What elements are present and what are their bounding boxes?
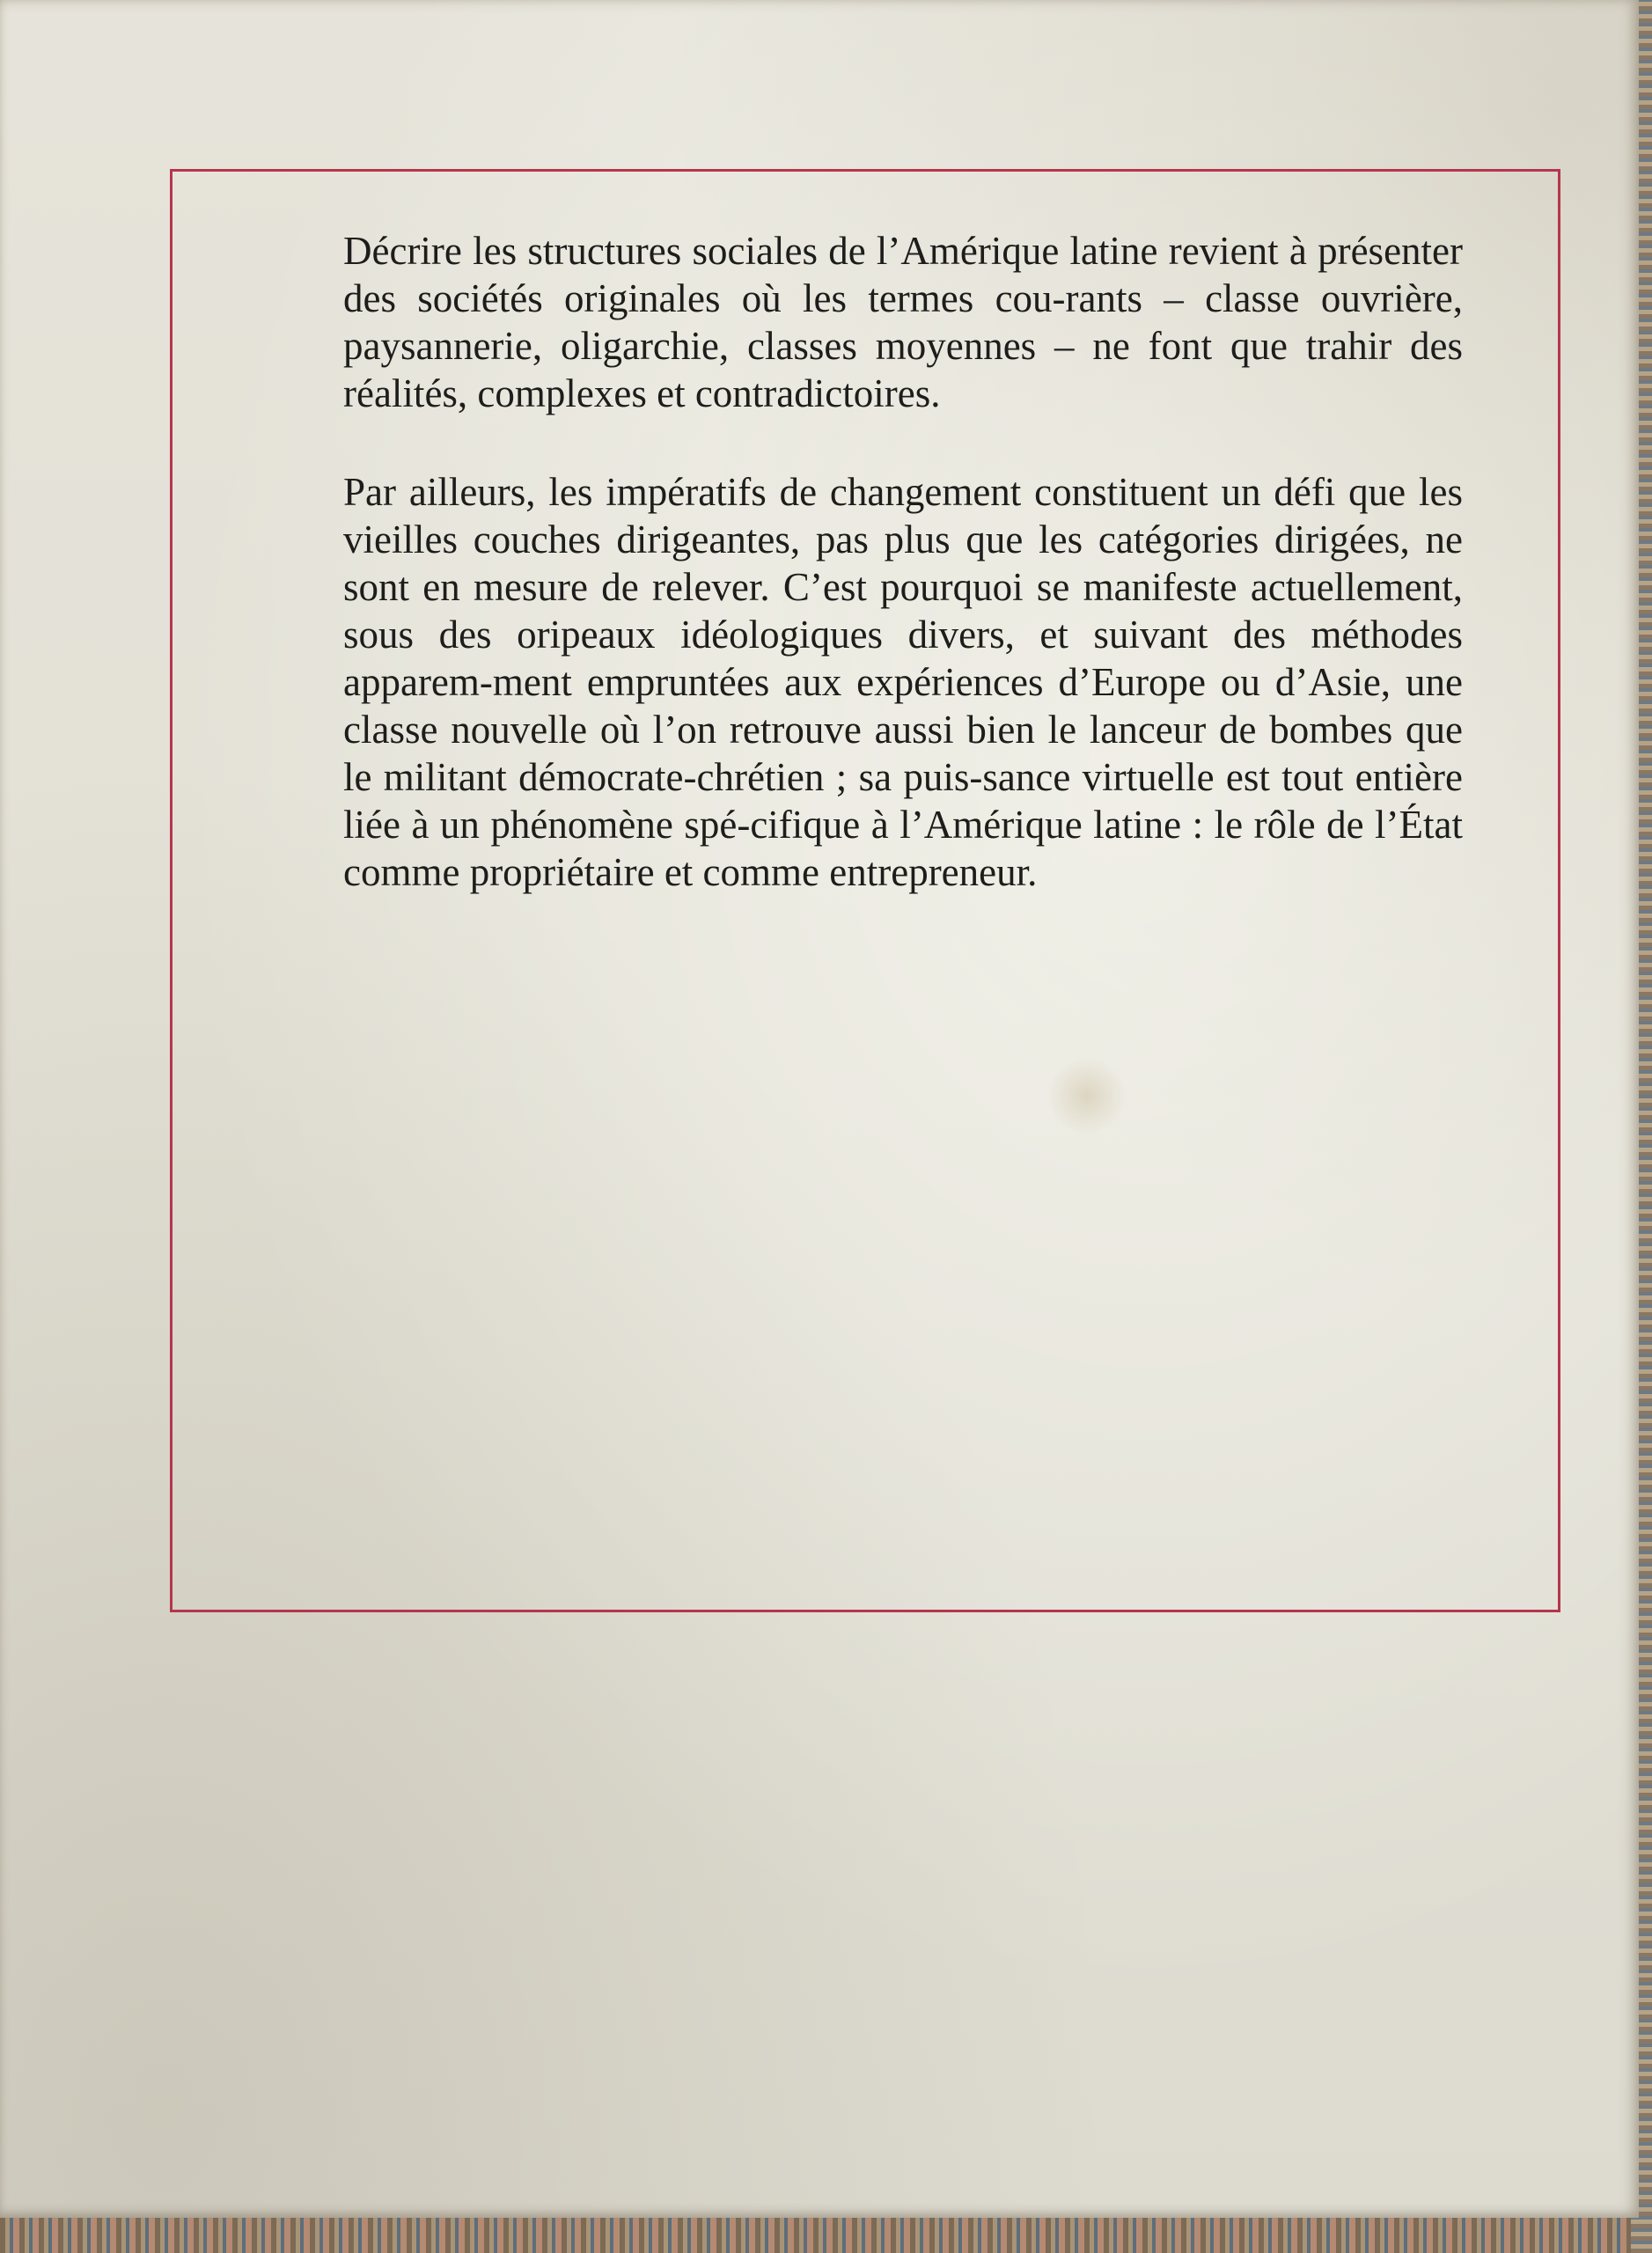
blurb-paragraph-2: Par ailleurs, les impératifs de changement constituent un défi que les vieilles couches dirigeantes, pas plus que les catégories dirigées, ne sont en mesure de relever. C’est pourquoi se manifeste actuellement, sous des oripeaux idéologiques divers, et suivant des méthodes apparem-ment empruntées aux expériences d’Europe ou d’Asie, une classe nouvelle où l’on retrouve aussi bien le lanceur de bombes que le militant démocrate-chrétien ; sa puis-sance virtuelle est tout entière liée à un phénomène spé-cifique à l’Amérique latine : le rôle de l’État comme propriétaire et comme entrepreneur. <box>343 470 1463 894</box>
blurb-text <box>343 227 1463 947</box>
blurb-paragraph-1: Décrire les structures sociales de l’Amérique latine revient à présenter des sociétés originales où les termes cou-rants – classe ouvrière, paysannerie, oligarchie, classes moyennes – ne font que trahir des réalités, complexes et contradictoires. <box>343 229 1463 415</box>
